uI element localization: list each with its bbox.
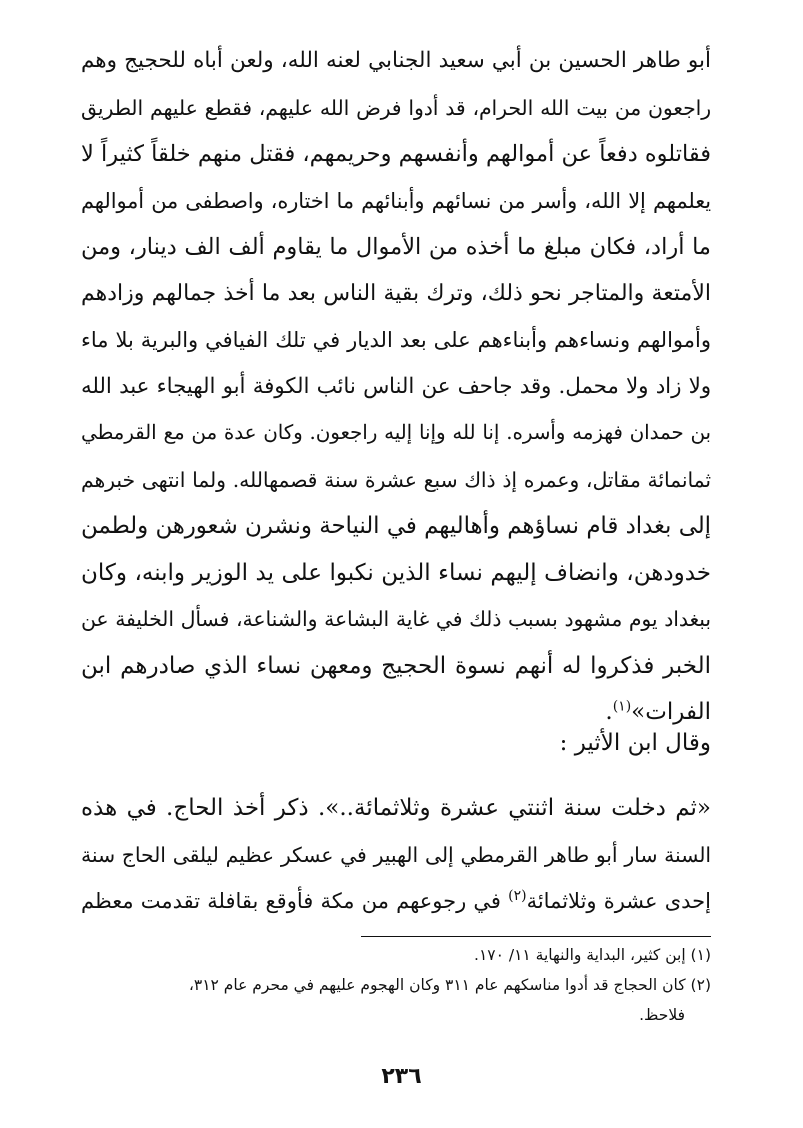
footnote-divider — [361, 936, 711, 937]
text-line: ولا زاد ولا محمل. وقد جاحف عن الناس نائب الكوفة أبو الهيجاء عبد الله — [81, 373, 711, 399]
text-line: ببغداد يوم مشهود بسبب ذلك في غاية البشاعة والشناعة، فسأل الخليفة عن — [81, 607, 711, 631]
text-line: فقاتلوه دفعاً عن أموالهم وأنفسهم وحريمهم، فقتل منهم خلقاً كثيراً لا — [81, 141, 711, 167]
section-heading: وقال ابن الأثير : — [559, 730, 711, 756]
text-line: «ثم دخلت سنة اثنتي عشرة وثلاثمائة..». ذكر أخذ الحاج. في هذه — [81, 795, 711, 821]
footnote-2-line-2: فلاحظ. — [639, 1006, 685, 1024]
footnotes — [81, 940, 711, 1030]
second-paragraph — [81, 785, 711, 925]
text-line: الخبر فذكروا له أنهم نسوة الحجيج ومعهن نساء الذي صادرهم ابن — [81, 652, 711, 679]
footnote-2 — [81, 970, 711, 1030]
last-line-text: الفرات» — [631, 699, 711, 725]
page-number: ٢٣٦ — [381, 1064, 422, 1089]
text-line: بن حمدان فهزمه وأسره. إنا لله وإنا إليه راجعون. وكان عدة من مع القرمطي — [81, 421, 711, 444]
text-line: ثمانمائة مقاتل، وعمره إذ ذاك سبع عشرة سنة قصمهالله. ولما انتهى خبرهم — [81, 467, 711, 492]
footnote-ref-2[interactable]: (٢) — [508, 888, 527, 904]
line-after-ref: في رجوعهم من مكة فأوقع بقافلة تقدمت معظم — [81, 889, 509, 913]
text-line: إلى بغداد قام نساؤهم وأهاليهم في النياحة ونشرن شعورهن ولطمن — [81, 513, 711, 539]
text-line-with-ref — [81, 878, 711, 925]
footnote-1: (١) إبن كثير، البداية والنهاية ١١/ ١٧٠. — [474, 946, 711, 964]
text-line: راجعون من بيت الله الحرام، قد أدوا فرض الله عليهم، فقطع عليهم الطريق — [81, 95, 711, 120]
text-line: يعلمهم إلا الله، وأسر من نسائهم وأبنائهم ما اختاره، واصطفى من أموالهم — [81, 188, 711, 213]
text-line: خدودهن، وانضاف إليهم نساء الذين نكبوا على يد الوزير وابنه، وكان — [81, 559, 711, 586]
text-line: أبو طاهر الحسين بن أبي سعيد الجنابي لعنه الله، ولعن أباه للحجيج وهم — [81, 48, 711, 73]
footnote-ref-1[interactable]: (١) — [612, 698, 632, 715]
main-paragraph — [81, 38, 711, 736]
last-line-end: . — [605, 699, 613, 725]
text-line: السنة سار أبو طاهر القرمطي إلى الهبير في عسكر عظيم ليلقى الحاج سنة — [81, 842, 711, 867]
text-line: وأموالهم ونساءهم وأبناءهم على بعد الديار في تلك الفيافي والبرية بلا ماء — [81, 328, 711, 352]
footnote-2-line-1: (٢) كان الحجاج قد أدوا مناسكهم عام ٣١١ وكان الهجوم عليهم في محرم عام ٣١٢، — [188, 976, 711, 994]
text-line: الأمتعة والمتاجر نحو ذلك، وترك بقية الناس بعد ما أخذ جمالهم وزادهم — [81, 280, 711, 306]
text-line: ما أراد، فكان مبلغ ما أخذه من الأموال ما يقاوم ألف الف دينار، ومن — [81, 234, 711, 260]
line-before-ref: إحدى عشرة وثلاثمائة — [526, 889, 711, 913]
